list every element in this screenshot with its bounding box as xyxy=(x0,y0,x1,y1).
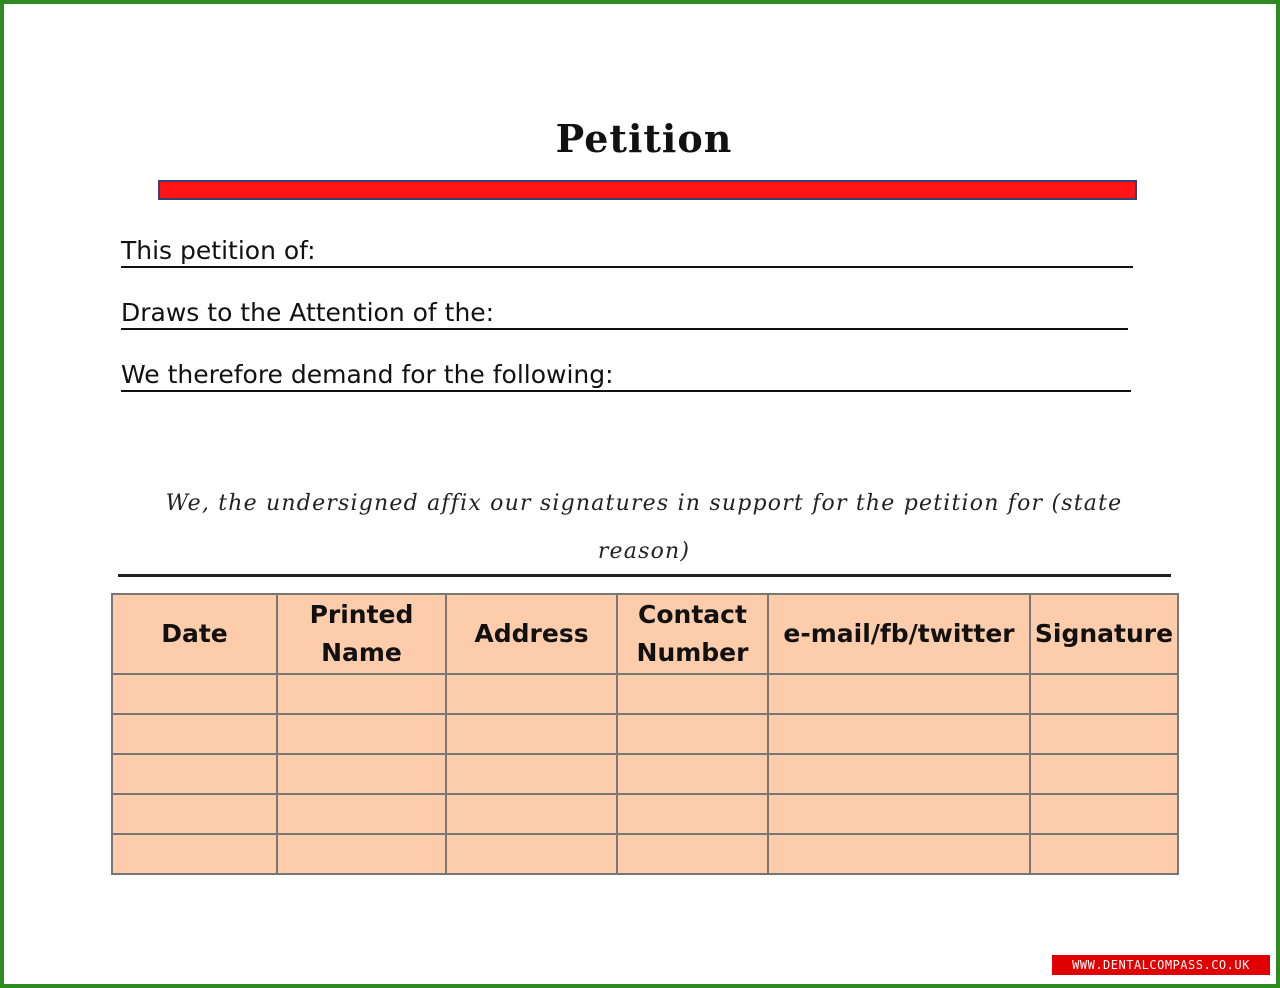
table-cell[interactable] xyxy=(1030,714,1178,754)
table-cell[interactable] xyxy=(768,834,1030,874)
petition-of-label: This petition of: xyxy=(121,236,316,268)
table-cell[interactable] xyxy=(277,834,446,874)
title-divider-bar xyxy=(158,180,1137,200)
petition-of-blank-line[interactable] xyxy=(316,266,1134,268)
table-cell[interactable] xyxy=(446,714,617,754)
table-cell[interactable] xyxy=(1030,674,1178,714)
attention-of-blank-line[interactable] xyxy=(494,328,1128,330)
header-printed-name: Printed Name xyxy=(277,594,446,674)
signature-intro-text: We, the undersigned affix our signatures in support for the petition for (state reason) xyxy=(165,491,1123,564)
demand-blank-line[interactable] xyxy=(614,390,1131,392)
header-date: Date xyxy=(112,594,277,674)
signature-table xyxy=(111,593,1179,875)
table-cell[interactable] xyxy=(446,794,617,834)
table-cell[interactable] xyxy=(112,794,277,834)
demand-label: We therefore demand for the following: xyxy=(121,360,614,392)
table-cell[interactable] xyxy=(112,674,277,714)
table-row xyxy=(112,834,1178,874)
table-cell[interactable] xyxy=(277,674,446,714)
table-row xyxy=(112,714,1178,754)
petition-of-field[interactable] xyxy=(121,236,1133,268)
attention-of-label: Draws to the Attention of the: xyxy=(121,298,494,330)
table-row xyxy=(112,794,1178,834)
table-cell[interactable] xyxy=(768,794,1030,834)
table-cell[interactable] xyxy=(617,834,768,874)
horizontal-rule xyxy=(118,574,1171,577)
table-cell[interactable] xyxy=(617,754,768,794)
table-cell[interactable] xyxy=(1030,794,1178,834)
table-cell[interactable] xyxy=(768,714,1030,754)
table-cell[interactable] xyxy=(446,834,617,874)
table-cell[interactable] xyxy=(277,794,446,834)
table-cell[interactable] xyxy=(277,754,446,794)
demand-field[interactable] xyxy=(121,360,1131,392)
watermark-label: WWW.DENTALCOMPASS.CO.UK xyxy=(1052,955,1270,975)
table-cell[interactable] xyxy=(1030,834,1178,874)
header-address: Address xyxy=(446,594,617,674)
table-cell[interactable] xyxy=(446,674,617,714)
table-row xyxy=(112,674,1178,714)
table-cell[interactable] xyxy=(112,754,277,794)
table-cell[interactable] xyxy=(768,674,1030,714)
document-title: Petition xyxy=(555,116,733,161)
header-email-social: e-mail/fb/twitter xyxy=(768,594,1030,674)
header-contact-number: Contact Number xyxy=(617,594,768,674)
attention-of-field[interactable] xyxy=(121,298,1128,330)
table-cell[interactable] xyxy=(768,754,1030,794)
table-header-row xyxy=(112,594,1178,674)
table-cell[interactable] xyxy=(1030,754,1178,794)
table-cell[interactable] xyxy=(112,834,277,874)
table-cell[interactable] xyxy=(617,674,768,714)
table-cell[interactable] xyxy=(617,714,768,754)
table-cell[interactable] xyxy=(446,754,617,794)
header-signature: Signature xyxy=(1030,594,1178,674)
table-cell[interactable] xyxy=(112,714,277,754)
table-cell[interactable] xyxy=(277,714,446,754)
table-cell[interactable] xyxy=(617,794,768,834)
table-row xyxy=(112,754,1178,794)
